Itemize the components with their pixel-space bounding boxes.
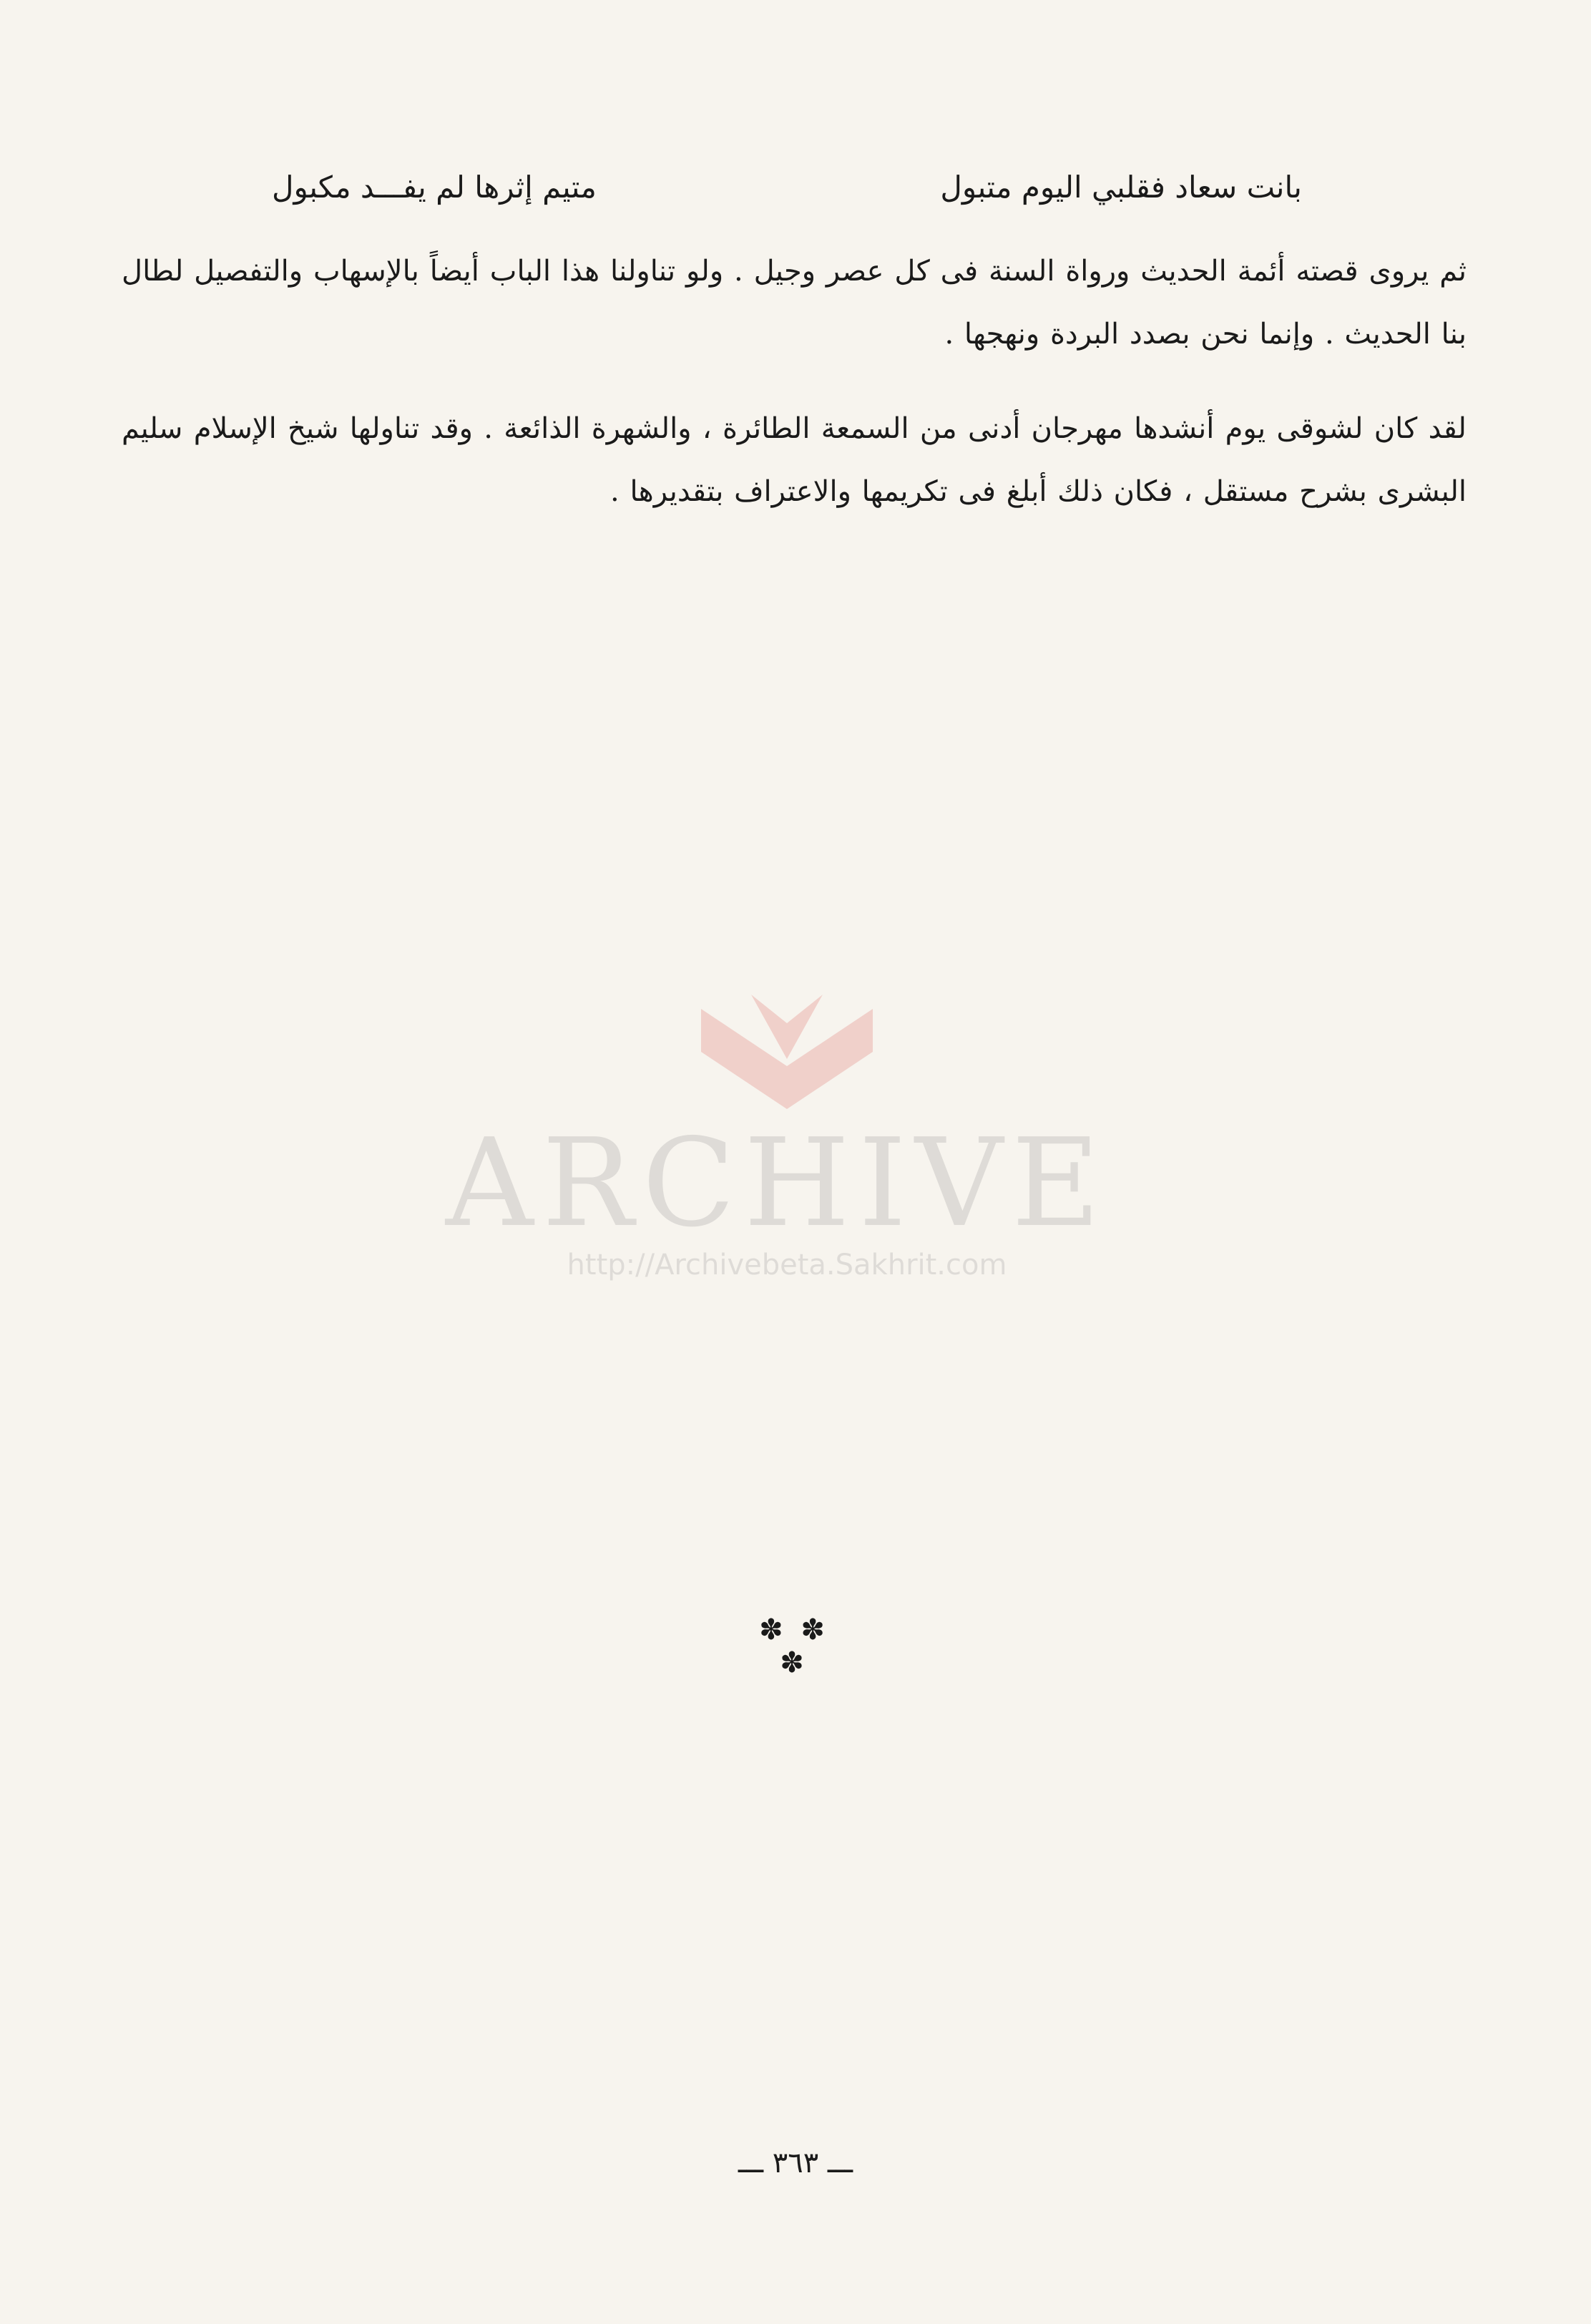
watermark-url: http://Archivebeta.Sakhrit.com [567, 1249, 1007, 1281]
archive-watermark [445, 966, 1109, 1295]
verse-first-hemistich: بانت سعاد فقلبي اليوم متبول [940, 170, 1302, 205]
paragraph-2: لقد كان لشوقى يوم أنشدها مهرجان أدنى من السمعة الطائرة ، والشهرة الذائعة . وقد تناولها شيخ الإسلام سليم البشرى بشرح مستقل ، فكان ذلك أبلغ فى تكريمها والاعتراف بتقديرها . [122, 412, 1467, 508]
section-divider: ✽ ✽ ✽ [759, 1613, 829, 1679]
verse-second-hemistich: متيم إثرها لم يفـــد مكبول [272, 170, 597, 205]
watermark-word: ARCHIVE [445, 1113, 1109, 1254]
book-logo-icon [465, 966, 1109, 1123]
page-number: ـــ ٣٦٣ ـــ [738, 2147, 853, 2179]
poem-verse [272, 159, 1302, 216]
paragraph-1: ثم يروى قصته أئمة الحديث ورواة السنة فى كل عصر وجيل . ولو تناولنا هذا الباب أيضاً بالإسهاب والتفصيل لطال بنا الحديث . وإنما نحن بصدد البردة ونهجها . [122, 255, 1467, 351]
